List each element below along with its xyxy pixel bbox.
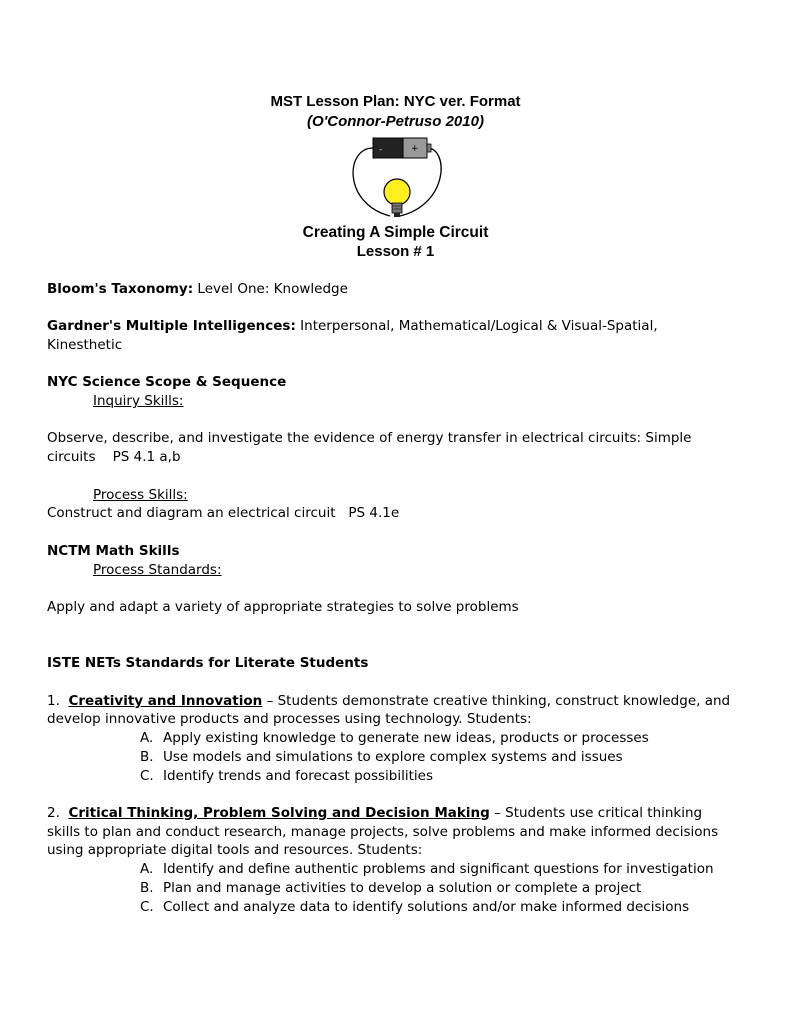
battery-plus-label: + — [411, 144, 419, 154]
blooms-row — [47, 280, 348, 299]
iste-standard-1 — [47, 692, 730, 711]
list-text: Apply existing knowledge to generate new ideas, products or processes — [163, 730, 649, 746]
list-letter: C. — [140, 899, 154, 915]
inquiry-skills-text: Observe, describe, and investigate the evidence of energy transfer in electrical circuits: Simple — [47, 430, 692, 446]
standard-number: 1. — [47, 693, 60, 709]
list-text: Use models and simulations to explore complex systems and issues — [163, 749, 623, 765]
standard-description: – Students use critical thinking — [494, 805, 703, 821]
standard-description-cont: using appropriate digital tools and resources. Students: — [47, 842, 423, 858]
list-letter: C. — [140, 768, 154, 784]
blooms-label: Bloom's Taxonomy: — [47, 281, 194, 297]
list-letter: A. — [140, 861, 154, 877]
nctm-heading: NCTM Math Skills — [47, 543, 180, 559]
gardner-value-cont: Kinesthetic — [47, 337, 123, 353]
process-skills-label: Process Skills: — [93, 487, 188, 503]
list-letter: B. — [140, 749, 154, 765]
nctm-text: Apply and adapt a variety of appropriate strategies to solve problems — [47, 599, 519, 615]
process-skills-text: Construct and diagram an electrical circuit PS 4.1e — [47, 505, 400, 521]
standard-description: – Students demonstrate creative thinking, construct knowledge, and — [266, 693, 731, 709]
list-item — [140, 748, 623, 767]
list-text: Identify and define authentic problems and significant questions for investigation — [163, 861, 714, 877]
gardner-row — [47, 317, 658, 336]
list-item — [140, 860, 714, 879]
inquiry-skills-label: Inquiry Skills: — [93, 393, 184, 409]
standard-description-cont: skills to plan and conduct research, manage projects, solve problems and make informed decisions — [47, 824, 719, 840]
list-item — [140, 879, 641, 898]
lesson-title: Creating A Simple Circuit — [302, 224, 489, 241]
list-letter: B. — [140, 880, 154, 896]
inquiry-skills-text-cont: circuits PS 4.1 a,b — [47, 449, 181, 465]
list-text: Collect and analyze data to identify solutions and/or make informed decisions — [163, 899, 690, 915]
list-item — [140, 729, 649, 748]
plan-author: (O'Connor-Petruso 2010) — [307, 113, 484, 130]
nctm-process-label: Process Standards: — [93, 562, 222, 578]
list-text: Plan and manage activities to develop a solution or complete a project — [163, 880, 642, 896]
list-item — [140, 767, 433, 786]
blooms-value: Level One: Knowledge — [197, 281, 348, 297]
battery-bulb-circuit-icon — [345, 134, 445, 224]
battery-minus-label: - — [379, 145, 383, 155]
standard-title: Creativity and Innovation — [68, 693, 263, 709]
lesson-number: Lesson # 1 — [356, 243, 435, 260]
list-text: Identify trends and forecast possibilities — [163, 768, 433, 784]
list-letter: A. — [140, 730, 154, 746]
standard-number: 2. — [47, 805, 60, 821]
standard-description-cont: develop innovative products and processes using technology. Students: — [47, 711, 532, 727]
iste-standard-2 — [47, 804, 702, 823]
list-item — [140, 898, 689, 917]
iste-heading: ISTE NETs Standards for Literate Students — [47, 655, 369, 671]
nyc-science-heading: NYC Science Scope & Sequence — [47, 374, 287, 390]
standard-title: Critical Thinking, Problem Solving and Decision Making — [68, 805, 490, 821]
gardner-label: Gardner's Multiple Intelligences: — [47, 318, 296, 334]
gardner-value: Interpersonal, Mathematical/Logical & Visual-Spatial, — [300, 318, 658, 334]
plan-title: MST Lesson Plan: NYC ver. Format — [270, 93, 521, 110]
